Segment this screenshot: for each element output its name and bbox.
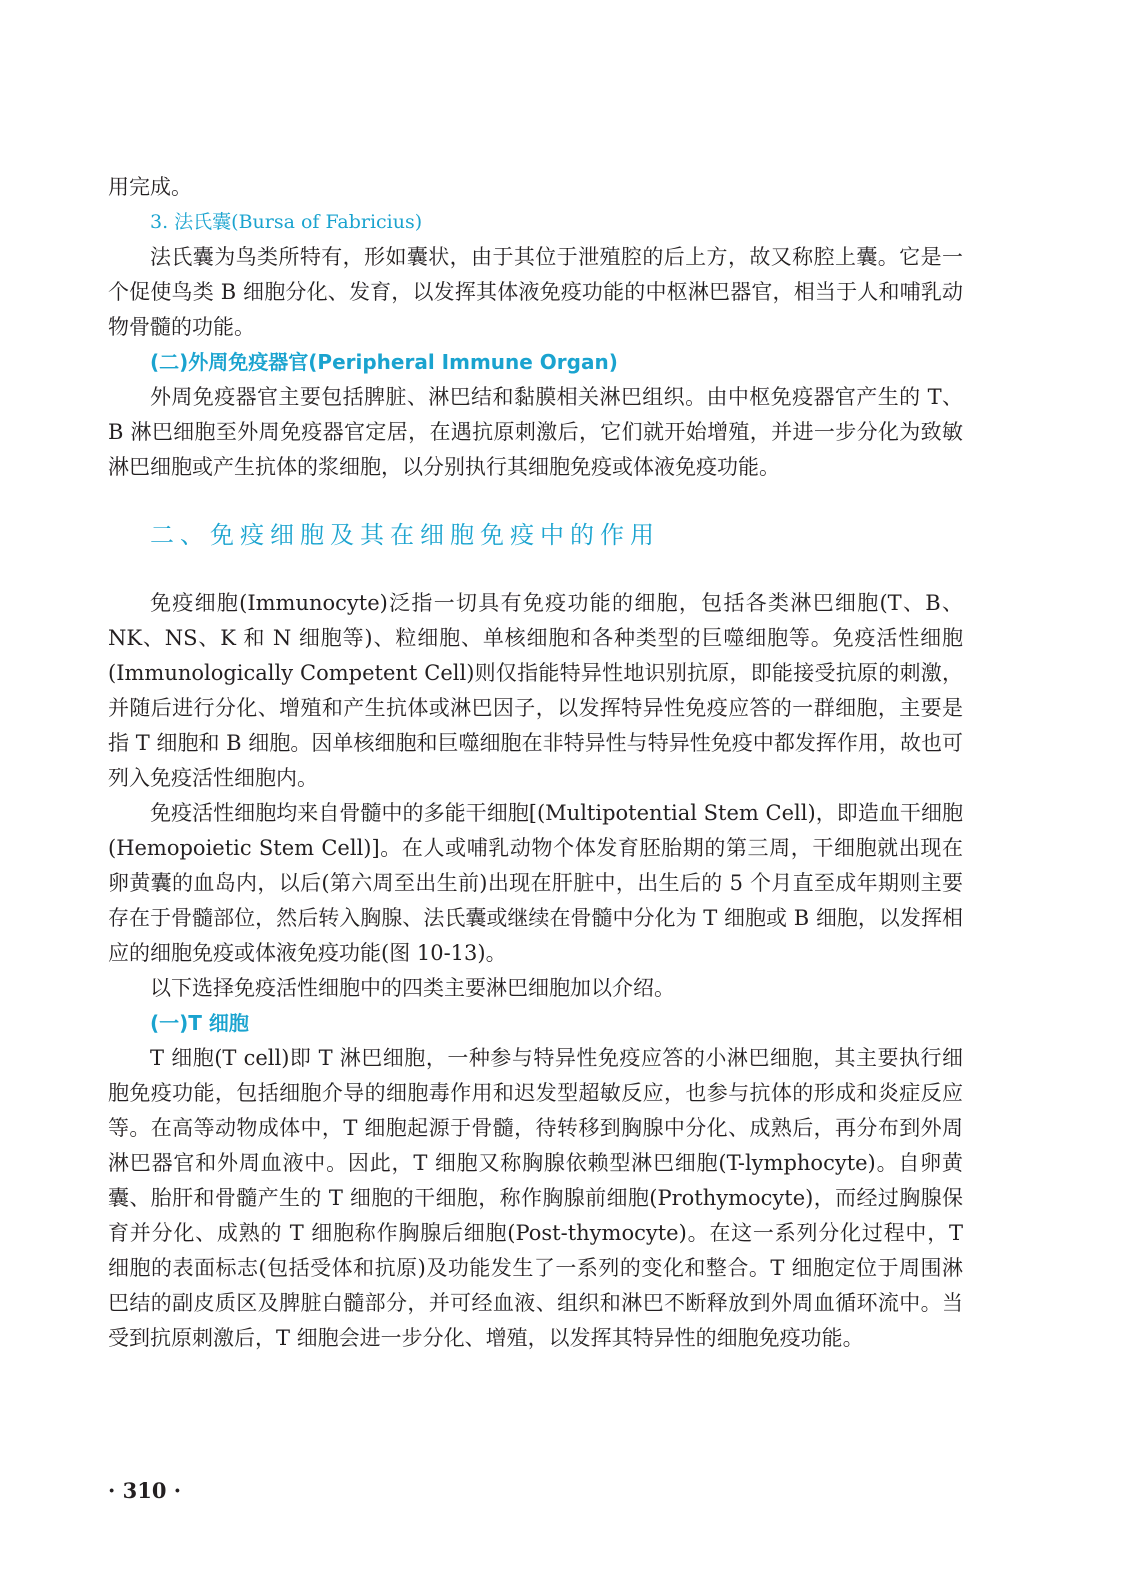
paragraph-stem-cell: 免疫活性细胞均来自骨髓中的多能干细胞[(Multipotential Stem Cell)，即造血干细胞(Hemopoietic Stem Cell)]。在人或哺乳动物个体发育胚胎期的第三周，干细胞就出现在卵黄囊的血岛内，以后(第六周至出生前)出现在肝脏中，出生后的 5 个月直至成年期则主要存在于骨髓部位，然后转入胸腺、法氏囊或继续在骨髓中分化为 T 细胞或 B 细胞，以发挥相应的细胞免疫或体液免疫功能(图 10-13)。	[108, 801, 963, 965]
subheading-bursa: 3. 法氏囊(Bursa of Fabricius)	[150, 211, 423, 233]
paragraph-intro-lymphocytes: 以下选择免疫活性细胞中的四类主要淋巴细胞加以介绍。	[150, 976, 675, 1000]
paragraph-immunocyte: 免疫细胞(Immunocyte)泛指一切具有免疫功能的细胞，包括各类淋巴细胞(T、B、NK、NS、K 和 N 细胞等)、粒细胞、单核细胞和各种类型的巨噬细胞等。免疫活性细胞(Immunologically Competent Cell)则仅指能特异性地识别抗原，即能接受抗原的刺激，并随后进行分化、增殖和产生抗体或淋巴因子，以发挥特异性免疫应答的一群细胞，主要是指 T 细胞和 B 细胞。因单核细胞和巨噬细胞在非特异性与特异性免疫中都发挥作用，故也可列入免疫活性细胞内。	[108, 591, 963, 790]
page-content	[108, 170, 963, 1356]
subheading-peripheral-organ: (二)外周免疫器官(Peripheral Immune Organ)	[150, 350, 618, 374]
paragraph-t-cell: T 细胞(T cell)即 T 淋巴细胞，一种参与特异性免疫应答的小淋巴细胞，其主要执行细胞免疫功能，包括细胞介导的细胞毒作用和迟发型超敏反应，也参与抗体的形成和炎症反应等。在高等动物成体中，T 细胞起源于骨髓，待转移到胸腺中分化、成熟后，再分布到外周淋巴器官和外周血液中。因此，T 细胞又称胸腺依赖型淋巴细胞(T-lymphocyte)。自卵黄囊、胎肝和骨髓产生的 T 细胞的干细胞，称作胸腺前细胞(Prothymocyte)，而经过胸腺保育并分化、成熟的 T 细胞称作胸腺后细胞(Post-thymocyte)。在这一系列分化过程中，T 细胞的表面标志(包括受体和抗原)及功能发生了一系列的变化和整合。T 细胞定位于周围淋巴结的副皮质区及脾脏白髓部分，并可经血液、组织和淋巴不断释放到外周血循环流中。当受到抗原刺激后，T 细胞会进一步分化、增殖，以发挥其特异性的细胞免疫功能。	[108, 1046, 963, 1350]
page-number: · 310 ·	[108, 1478, 182, 1503]
subheading-t-cell: (一)T 细胞	[150, 1011, 249, 1035]
paragraph-continuation: 用完成。	[108, 175, 192, 199]
paragraph-bursa: 法氏囊为鸟类所特有，形如囊状，由于其位于泄殖腔的后上方，故又称腔上囊。它是一个促使鸟类 B 细胞分化、发育，以发挥其体液免疫功能的中枢淋巴器官，相当于人和哺乳动物骨髓的功能。	[108, 245, 963, 339]
section-heading-immune-cells: 二、免疫细胞及其在细胞免疫中的作用	[150, 521, 660, 549]
paragraph-peripheral-organ: 外周免疫器官主要包括脾脏、淋巴结和黏膜相关淋巴组织。由中枢免疫器官产生的 T、B 淋巴细胞至外周免疫器官定居，在遇抗原刺激后，它们就开始增殖，并进一步分化为致敏淋巴细胞或产生抗体的浆细胞，以分别执行其细胞免疫或体液免疫功能。	[108, 385, 963, 479]
